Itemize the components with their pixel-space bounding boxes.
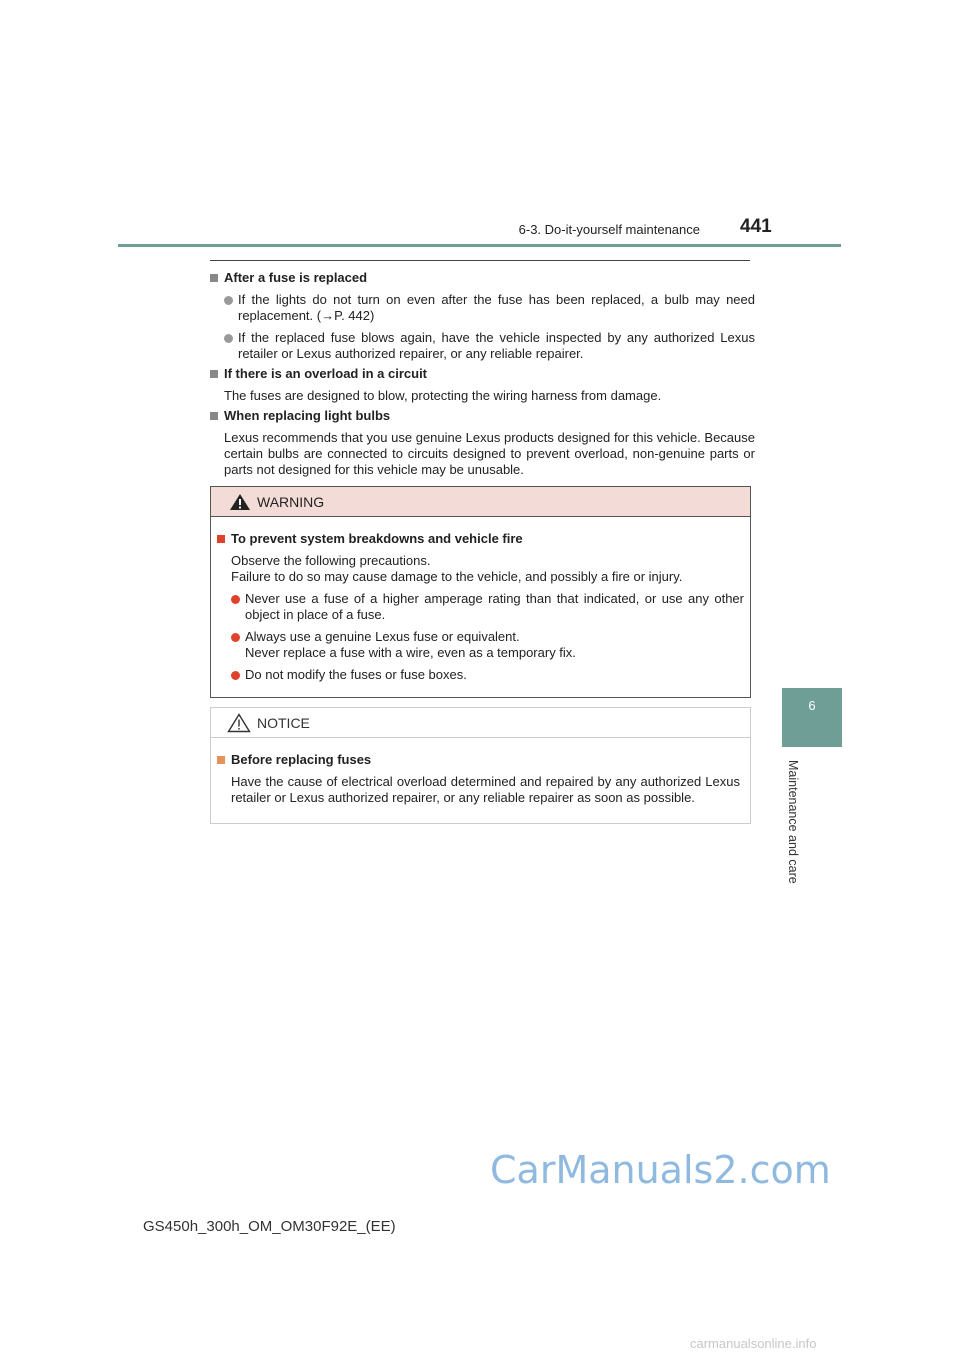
section-square-icon <box>210 274 218 282</box>
warning-list-item: Do not modify the fuses or fuse boxes. <box>231 667 750 683</box>
notice-box <box>210 707 751 824</box>
warning-list-item: Never use a fuse of a higher amperage rating than that indicated, or use any other object in place of a fuse. <box>231 591 744 623</box>
chapter-number: 6 <box>808 698 816 713</box>
page-number: 441 <box>740 216 772 237</box>
section-after-fuse-replaced <box>210 270 755 362</box>
section-square-icon <box>210 370 218 378</box>
list-item: If the lights do not turn on even after the fuse has been replaced, a bulb may need replacement. (→P. 442) <box>224 292 755 324</box>
warning-list-item: Always use a genuine Lexus fuse or equivalent. <box>231 629 750 645</box>
notice-title: Before replacing fuses <box>217 752 750 768</box>
section-text: The fuses are designed to blow, protecting the wiring harness from damage. <box>224 388 662 403</box>
notice-triangle-icon <box>227 713 251 733</box>
notice-label: NOTICE <box>257 714 310 731</box>
section-title: 6-3. Do-it-yourself maintenance <box>518 222 700 237</box>
section-heading: After a fuse is replaced <box>224 270 368 285</box>
section-square-icon <box>210 412 218 420</box>
warning-intro: Failure to do so may cause damage to the vehicle, and possibly a fire or injury. <box>231 569 683 584</box>
watermark-text: carmanualsonline.info <box>690 1336 817 1351</box>
section-light-bulbs <box>210 408 755 478</box>
warning-title: To prevent system breakdowns and vehicle fire <box>217 531 750 547</box>
warning-list-item-line: Never replace a fuse with a wire, even as a temporary fix. <box>245 645 576 660</box>
warning-intro: Observe the following precautions. <box>231 553 431 568</box>
document-code: GS450h_300h_OM_OM30F92E_(EE) <box>143 1218 396 1235</box>
list-item: If the replaced fuse blows again, have the vehicle inspected by any authorized Lexus retailer or Lexus authorized repairer, or any reliable repairer. <box>224 330 755 362</box>
warning-bullet-icon <box>231 595 240 604</box>
warning-label: WARNING <box>257 493 325 510</box>
watermark-logo: CarManuals2.com <box>490 1148 831 1192</box>
notice-header <box>211 708 750 738</box>
chapter-tab[interactable] <box>782 688 842 747</box>
section-overload <box>210 366 755 404</box>
notice-square-icon <box>217 756 225 764</box>
warning-box <box>210 486 751 698</box>
warning-header <box>211 487 750 517</box>
bullet-icon <box>224 296 233 305</box>
warning-bullet-icon <box>231 633 240 642</box>
header-rule <box>118 244 841 247</box>
warning-square-icon <box>217 535 225 543</box>
warning-triangle-icon <box>229 493 251 511</box>
warning-bullet-icon <box>231 671 240 680</box>
section-heading: When replacing light bulbs <box>224 408 391 423</box>
bullet-icon <box>224 334 233 343</box>
notice-text: Have the cause of electrical overload determined and repaired by any authorized Lexus retailer or Lexus authorized repairer, or any reliable repairer as soon as possible. <box>231 774 740 805</box>
content-top-rule <box>210 260 750 261</box>
chapter-label: Maintenance and care <box>786 760 800 884</box>
section-text: Lexus recommends that you use genuine Lexus products designed for this vehicle. Because certain bulbs are connected to circuits designed to prevent overload, non-genuine parts or parts not designed for this vehicle may be unusable. <box>224 430 755 477</box>
section-heading: If there is an overload in a circuit <box>224 366 428 381</box>
